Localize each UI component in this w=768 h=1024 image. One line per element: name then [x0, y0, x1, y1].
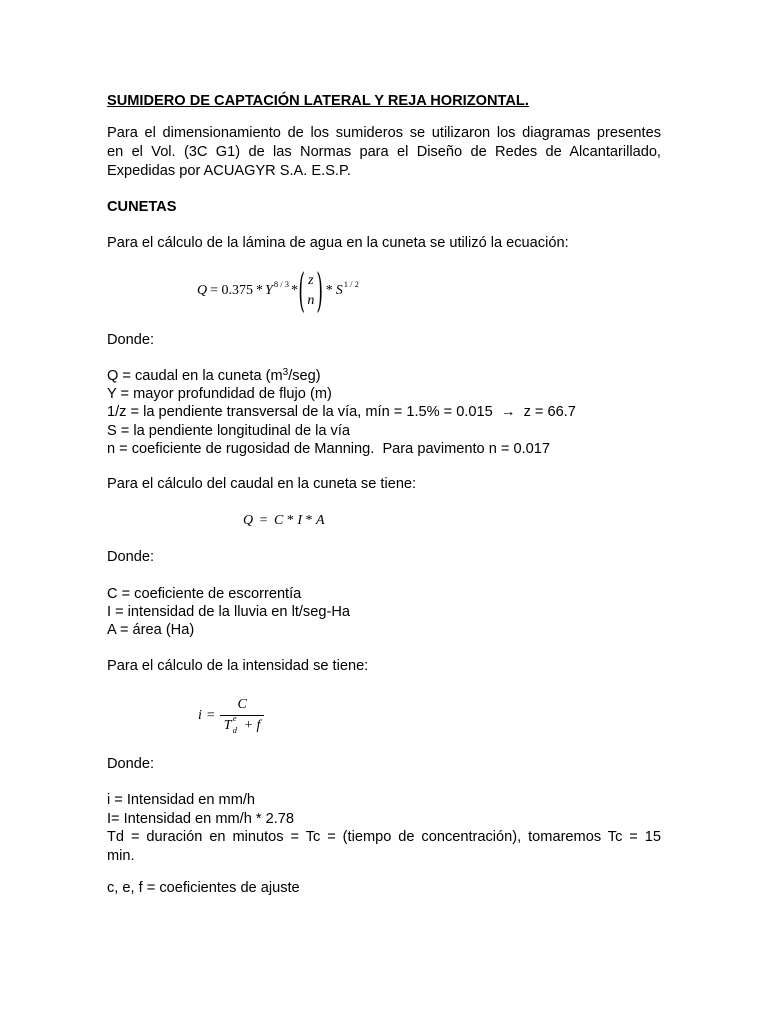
definitions-list — [107, 791, 661, 865]
formula-symbol: Y — [265, 283, 273, 298]
intro-line: en el Vol. (3C G1) de las Normas para el Diseño de Redes de Alcantarillado, — [107, 144, 661, 160]
definition-item: S = la pendiente longitudinal de la vía — [107, 422, 351, 439]
formula-symbol: f — [256, 718, 261, 733]
formula-numerator: z — [308, 273, 314, 288]
formula-symbol: C — [274, 513, 284, 528]
document-title: SUMIDERO DE CAPTACIÓN LATERAL Y REJA HORIZONTAL. — [107, 93, 529, 109]
right-parenthesis: ) — [316, 264, 324, 318]
section-heading: CUNETAS — [107, 199, 177, 215]
formula-symbol: S — [335, 283, 343, 298]
formula-exponent: 1 / 2 — [343, 279, 359, 289]
formula-operator: * — [286, 513, 294, 528]
formula-operator: * — [290, 283, 298, 298]
intro-line: Expedidas por ACUAGYR S.A. E.S.P. — [107, 163, 351, 179]
formula-operator: = — [206, 707, 215, 723]
definition-item: C = coeficiente de escorrentía — [107, 586, 302, 602]
formula-denominator: n — [307, 293, 315, 308]
formula-operator: * — [305, 513, 313, 528]
definition-item: min. — [107, 847, 135, 864]
superscript: 3 — [282, 367, 289, 378]
definitions-list — [107, 585, 350, 639]
formula-symbol: i — [198, 707, 202, 723]
formula-ratio — [307, 271, 314, 311]
definition-item: n = coeficiente de rugosidad de Manning. Para pavimento n = 0.017 — [107, 440, 550, 457]
formula-operator: * — [256, 283, 264, 298]
flow-equation — [197, 264, 359, 318]
formula-subscript: d — [232, 725, 237, 735]
paragraph-intensity-intro: Para el cálculo de la intensidad se tiene: — [107, 658, 369, 674]
left-parenthesis: ( — [298, 264, 305, 318]
intensity-equation — [198, 693, 264, 738]
definition-item: i = Intensidad en mm/h — [107, 792, 256, 808]
formula-fraction — [220, 695, 265, 736]
formula-numerator: C — [237, 697, 247, 712]
intro-paragraph — [107, 124, 661, 181]
donde-label: Donde: — [107, 332, 155, 348]
donde-label: Donde: — [107, 756, 155, 772]
definition-item: I= Intensidad en mm/h * 2.78 — [107, 810, 294, 827]
definition-item: Td = duración en minutos = Tc = (tiempo de concentración), tomaremos Tc = 15 — [107, 829, 661, 846]
definition-text: /seg) — [288, 368, 321, 384]
definitions-list — [107, 367, 576, 458]
formula-symbol: Q — [197, 283, 208, 298]
definition-item — [107, 367, 576, 385]
formula-operator: = 0.375 — [210, 283, 254, 298]
intro-line: Para el dimensionamiento de los sumideros se utilizaron los diagramas presentes — [107, 125, 661, 141]
formula-symbol: I — [297, 513, 303, 528]
formula-symbol: T — [223, 718, 232, 733]
paragraph-flow-intro: Para el cálculo del caudal en la cuneta se tiene: — [107, 476, 417, 492]
formula-operator: = — [259, 513, 268, 528]
formula-symbol: Q — [243, 513, 254, 528]
rational-method-equation — [243, 511, 325, 531]
formula-denominator — [220, 713, 265, 736]
donde-label: Donde: — [107, 549, 155, 565]
formula-symbol: A — [316, 513, 325, 528]
definition-text: Q = caudal en la cuneta (m — [107, 368, 283, 384]
definition-item: Y = mayor profundidad de flujo (m) — [107, 386, 332, 403]
definition-item: 1/z = la pendiente transversal de la vía, mín = 1.5% = 0.015 → z = 66.7 — [107, 404, 576, 421]
formula-operator: + — [244, 718, 253, 733]
paragraph-equation-intro: Para el cálculo de la lámina de agua en la cuneta se utilizó la ecuación: — [107, 235, 569, 251]
definition-item: A = área (Ha) — [107, 622, 195, 638]
coefficients-note: c, e, f = coeficientes de ajuste — [107, 880, 300, 896]
formula-exponent: e — [232, 713, 237, 723]
definition-item: I = intensidad de la lluvia en lt/seg-Ha — [107, 604, 350, 620]
formula-operator: * — [325, 283, 333, 298]
formula-exponent: 8 / 3 — [273, 279, 289, 289]
